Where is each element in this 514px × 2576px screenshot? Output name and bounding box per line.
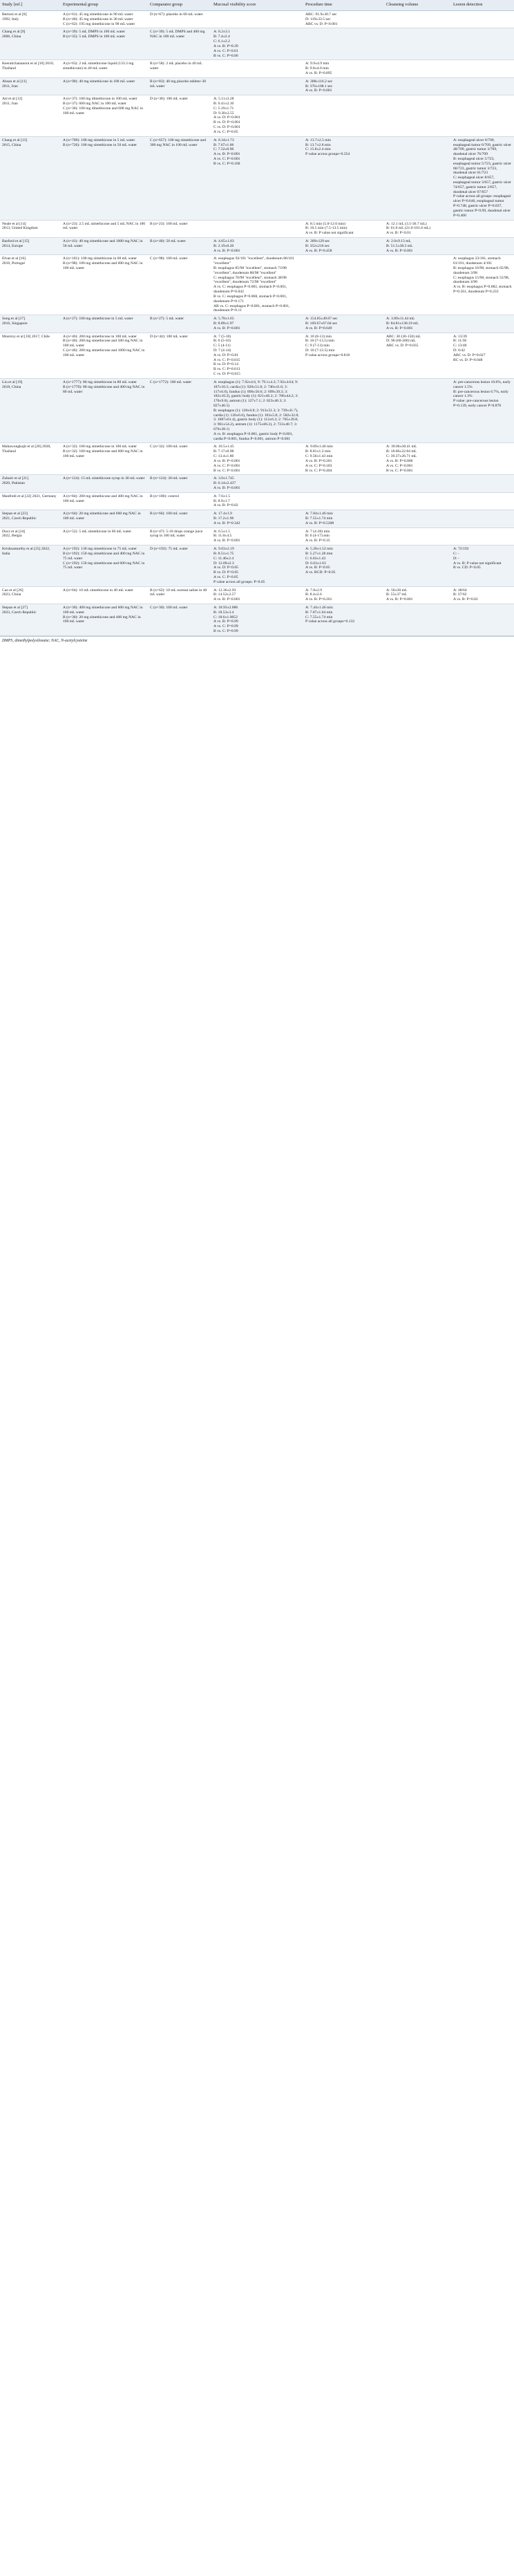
cell-procedure-time: A: 7.44±1.46 min B: 7.87±1.64 min C: 7.55±1.74 min P value across all groups=0.132 (303, 604, 384, 636)
cell-lesion-detection: A: 13/39 B: 11/36 C: 13/40 D: 6/42 ABC vs. D: P=0.027 BC vs. D: P=0.048 (453, 334, 486, 362)
cell-lesion-detection (451, 315, 514, 333)
cell-mucosal-visibility-score: A: 9.03±2.19 B: 8.51±1.75 C: 11.46±2.4 D: 12.09±2.3 A vs. D: P<0.05 B vs. D: P<0.05 A vs. C: P<0.05 P value across all groups: P<0.05 (211, 545, 303, 587)
cell-study: Liu et al [19] 2018, China (0, 378, 61, 443)
table-row (0, 443, 514, 475)
cell-lesion-detection (451, 220, 514, 237)
cell-procedure-time: A: 10 (8-13) min B: 10 (7-13.5) min C: 9 (7-13) min D: 10 (7-12.5) min P value across groups=0.818 (305, 334, 350, 357)
cell-cleansing-volume (384, 545, 451, 587)
cell-experimental-group: A (n=64): 20 mg simethicone and 600 mg NAC in 100 mL water (61, 510, 148, 528)
cell-cleansing-volume (384, 60, 451, 77)
table-row (0, 545, 514, 587)
cell-procedure-time: A: 13.7±2.5 min B: 13.7±2.8 min C: 15.8±2.4 min P value across groups=0.354 (303, 136, 384, 220)
cell-mucosal-visibility-score (211, 77, 303, 95)
cell-study: Zubairi et al [21] 2020, Pakistan (0, 475, 61, 492)
cell-lesion-detection (451, 510, 514, 528)
cell-procedure-time (303, 255, 384, 315)
table-row (0, 315, 514, 333)
cell-lesion-detection (451, 237, 514, 254)
cell-procedure-time: A: 7.84±1.46 min B: 7.55±1.74 min A vs. B: P=0.5208 (303, 510, 384, 528)
cell-experimental-group: A (n=37): 100 mg dimethicone in 100 mL water B (n=37): 600 mg NAC in 100 mL water C (n=36): 100 mg dimethicone and 600 mg NAC in 100 mL water (63, 97, 144, 115)
cell-cleansing-volume (384, 492, 451, 510)
cell-cleansing-volume (384, 28, 451, 60)
cell-experimental-group: A (n=192): 130 mg simethicone in 75 mL water B (n=192): 150 mg simethicone and 400 mg NAC in 75 mL water C (n=192): 150 mg simethicone and 600 mg NAC in 75 mL water (61, 545, 148, 587)
cell-mucosal-visibility-score: A: esophagus (1): 7.92±4.6, 9: 79.1±4.3; 7.92±4.64; 9: 187±10.5; cardia (1): 920±51.8; 2: 740±41.6; 3: 117±6.6), fundus (1): 896±50.6; 2: 699±39.3; 3: 182±10.2), gastric body (1): 821±46.2; 2: 786±44.2; 3: 170±9.6), antrum (1): 127±7.1; 2: 823±46.3; 3: 827±46.5) B: esophagus (1): 120±6.8; 2: 913±51.3; 3: 739±41.7), cardia (1): 120±6.6), fundus (1): 103±5.8; 2: 582±32.8; 3: 1087±61.4), gastric body (1): 112±6.3; 2: 705±39.8; 3: 961±54.2), antrum (1): 1175±66.2), 2: 723±40.7; 3: 676±38.1) A vs. B: esophagus P<0.001, gastric body P<0.001, cardia P<0.001, fundus P<0.001, antrum P<0.001 (211, 378, 303, 443)
cell-experimental-group: A (n=709): 100 mg simethicone in 5 mL water B (n=726): 100 mg simethicone in 50 mL water (61, 136, 148, 220)
cell-experimental-group: A (n=30): 400 mg simethicone and 600 mg NAC in 100 mL water B (n=30): 20 mg simethicone and 400 mg NAC in 100 mL water (61, 604, 148, 636)
cell-comparator-group: B (n=66): 100 mL water (148, 510, 211, 528)
cell-procedure-time: A: 308±116.2 sec B: 376±108.1 sec A vs. B: P<0.001 (303, 77, 384, 95)
cell-study: Song et al [17] 2016, Singapore (0, 315, 61, 333)
cell-mucosal-visibility-score: A: 12.36±2.93 B: 14.52±2.57 A vs. B: P<0.001 (213, 588, 240, 602)
cell-mucosal-visibility-score: A: 4.65±1.83 B: 2.19±0.20 A vs. B: P<0.001 (211, 237, 303, 254)
cell-mucosal-visibility-score: A: 3.0±1.745 B: 6.14±2.437 A vs. B: P<0.001 (211, 475, 303, 492)
header-lesion-detection: Lesion detection (451, 0, 514, 11)
cell-mucosal-visibility-score: A: 6.5±1.5 B: 11.0±4.5 A vs. B: P<0.001 (213, 529, 240, 543)
header-procedure-time: Procedure time (303, 0, 384, 11)
cell-study: Ducz et al [24] 2022, Belgia (2, 529, 26, 539)
cell-mucosal-visibility-score (211, 60, 303, 77)
cell-experimental-group: A (n=41): 40 mg simethicone and 1000 mg NAC in 50 mL water (61, 237, 148, 254)
cell-comparator-group: B (n=124): 30 mL water (148, 475, 211, 492)
cell-experimental-group: A (n=64): 10 mL simethicone in 40 mL water (63, 588, 133, 592)
cell-lesion-detection (451, 60, 514, 77)
cell-study: Manfredi et al [22] 2021, Germany (2, 494, 57, 498)
cell-comparator-group: B (n=27): 5 mL water (148, 315, 211, 333)
cell-experimental-group: A (n=63): 2 mL simethicone liquid (133.3 mg simethicone) in 40 mL water (63, 62, 134, 71)
cell-procedure-time (303, 492, 384, 510)
cell-experimental-group: A (n=124): 15 mL simethicone syrup in 30 mL water (61, 475, 148, 492)
cell-study: Stepan et al [23] 2021, Czech Republic (0, 510, 61, 528)
cell-mucosal-visibility-score: A: 7.6±1.5 B: 8.9±1.7 A vs. B: P=0.02 (213, 494, 238, 508)
cell-comparator-group: C (n=657): 100 mg simethicone and 300 mg NAC in 100 mL water (148, 136, 211, 220)
header-comparator-group: Comparator group (148, 0, 211, 11)
cell-cleansing-volume: A: 50±30 mL B: 55±37 mL A vs. B: P=0.001 (386, 588, 413, 602)
cell-lesion-detection (451, 95, 514, 137)
cell-study: Asl et al [12] 2011, Iran (2, 97, 23, 106)
cell-procedure-time (303, 475, 384, 492)
cell-experimental-group: A (n=27): 100 mg simethicone in 5 mL water (61, 315, 148, 333)
table-row (0, 586, 514, 604)
cell-mucosal-visibility-score: A: 10.5±1.45 B: 7.17±0.98 C: 13.4±1.86 A vs. B: P<0.001 A vs. C: P<0.001 B vs. C: P<0.001 (213, 445, 240, 473)
cell-comparator-group: D (n=192): 75 mL water (148, 545, 211, 587)
cell-lesion-detection: A: 48/64 B: 37/62 A vs. B: P=0.02 (453, 588, 478, 602)
table-row (0, 528, 514, 545)
cell-procedure-time: A: 8.5 min (5.0-12.0 min) B: 10.5 min (7.5-13.5 min) A vs. B: P value not significant (305, 221, 354, 236)
cell-cleansing-volume (384, 475, 451, 492)
table-row (0, 11, 514, 28)
cell-mucosal-visibility-score: A: 7 (5-10) B: 6 (5-10) C: 5 (4-11) D: 7 (4-14) A vs. D: P<0.81 A vs. C: P<0.015 B vs. D: P=0.14 B vs. C: P=0.613 C vs. D: P=0.015 (213, 334, 240, 377)
table-header (0, 0, 514, 11)
table-row (0, 604, 514, 636)
cell-procedure-time: A: 9.9±4.9 min B: 9.8±4.0 min A vs. B: P=0.895 (305, 62, 332, 75)
cell-comparator-group: D (n=67): placebo in 60 mL water (150, 12, 203, 17)
cell-comparator-group: B (n=83): 40 mg placebo tablets+30 mL water (148, 77, 211, 95)
table-body (0, 11, 514, 636)
cell-experimental-group: A (n=61): 45 mg simethicone in 90 mL water B (n=40): 45 mg simethicone in 30 mL water C (n=62): 195 mg simethicone in 90 mL water (63, 12, 135, 26)
cell-comparator-group: C (n=1772): 100 mL water (148, 378, 211, 443)
cell-procedure-time: A: 154.85±49.07 sec B: 169.67±67.04 sec A vs. B: P=0.649 (303, 315, 384, 333)
cell-study: Bertoni et al [8] 1992, Italy (2, 12, 27, 21)
header-study: Study [ref.] (0, 0, 61, 11)
cell-lesion-detection (451, 528, 514, 545)
header-cleansing-volume: Cleansing volume (384, 0, 451, 11)
cell-cleansing-volume: A: 3.89±11.44 mL B: 84.81±130.19 mL A vs. B: P<0.001 (384, 315, 451, 333)
cell-procedure-time: A: 7 (4-20) min B: 6 (4-17) min A vs. B: P=0.35 (305, 529, 330, 543)
table-row (0, 510, 514, 528)
cell-cleansing-volume: ABC: 30 (30-150) mL D: 90 (60-200) mL ABC vs. D: P=0.035 (386, 334, 421, 348)
cell-cleansing-volume (384, 77, 451, 95)
cell-mucosal-visibility-score: A: 5.11±3.28 B: 6.41±2.10 C: 5.19±1.71 D: 9.30±2.55 A vs. D: P<0.001 B vs. D: P<0.001 C vs. D: P<0.001 A vs. C: P=0.05 (213, 97, 240, 134)
cell-mucosal-visibility-score (211, 11, 303, 28)
cell-cleansing-volume (384, 95, 451, 137)
cell-study: Krishnamurthy et al [25] 2022, India (0, 545, 61, 587)
cell-lesion-detection (451, 11, 514, 28)
cell-lesion-detection (451, 492, 514, 510)
table-row (0, 333, 514, 378)
cell-study: Elvas et al [16] 2016, Portugal (2, 256, 26, 266)
cell-lesion-detection: A: 72/192 C: - D: - A vs. B: P value not significant B vs. CD: P<0.05 (451, 545, 514, 587)
cell-comparator-group: D (n=44): 100 mL water (150, 334, 188, 339)
header-mucosal-visibility-score: Mucosal visibility score (211, 0, 303, 11)
cell-mucosal-visibility-score: A: 17.4±1.9 B: 17.2±1.96 A vs. B: P=0.342 (211, 510, 303, 528)
cell-study: Neale et al [14] 2013, United Kingdom (2, 221, 38, 231)
cell-lesion-detection: A: pre-cancerous lesion 10.6%, early cancer 1.5% B: pre-cancerous lesion 6.7%, early cancer 1.3% P value: pre-cancerous lesion P=0.139, early cancer P=0.878 (451, 378, 514, 443)
abbreviations-footnote: DMPS, dimethylpolysiloxane; NAC, N-acetylcysteine (0, 636, 514, 646)
cell-lesion-detection: A: esophagus 23/101, stomach 61/101, duodenum 4/101 B: esophagus 16/98, stomach 65/98, duodenum 3/98 C: esophagus 15/98, stomach 55/98, duodenum 4/98 A vs. B: esophagus P=0.082, stomach P=0.561, duodenum P=0.233 (453, 256, 512, 295)
cell-mucosal-visibility-score: A: esophagus 92/101 "excellent", duodenum 86/101 "excellent" B: esophagus 85/98 "excellent", stomach 73/98 "excellent", duodenum 80/98 "excellent" C: esophagus 70/98 "excellent", stomach 38/98 "excellent", duodenum 72/98 "excellent" A vs. C: esophagus P<0.001, stomach P<0.001, duodenum P=0.042 B vs. C: esophagus P=0.068, stomach P<0.001, duodenum P=0.171 AB vs. C: esophagus P<0.001, stomach P<0.001, duodenum P=0.11 (213, 256, 294, 313)
cell-study: Cao et al [26] 2023, China (2, 588, 23, 597)
table-row (0, 136, 514, 220)
cell-experimental-group: A (n=90): 40 mg simethicone in 100 mL water (61, 77, 148, 95)
cell-lesion-detection (451, 28, 514, 60)
table-page (0, 0, 514, 646)
cell-cleansing-volume (384, 528, 451, 545)
cell-study: Basford et al [15] 2014, Europe (0, 237, 61, 254)
cell-study: Stepan et al [27] 2023, Czech Republic (0, 604, 61, 636)
cell-study: Monrroy et al [18] 2017, Chile (2, 334, 50, 339)
cell-experimental-group: A (n=52): 5 mL simethicone in 60 mL water (63, 529, 132, 534)
cell-comparator-group: B (n=40): 50 mL water (148, 237, 211, 254)
cell-cleansing-volume (384, 510, 451, 528)
cell-comparator-group: B (n=62): 10 mL normal saline in 40 mL water (150, 588, 207, 597)
table-row (0, 95, 514, 137)
cell-comparator-group: B (n=100): control (150, 494, 179, 498)
cell-comparator-group: B (n=47): 5-10 drops orange juice syrup in 100 mL water (150, 529, 203, 539)
cell-study: Keeratichananont et al [10] 2010, Thailand (2, 62, 55, 71)
table-row (0, 255, 514, 315)
cell-cleansing-volume: A: 39.06±30.41 mL B: 18.06±22.84 mL C: 39.37±26.71 mL A vs. B: P=0.006 A vs. C: P<0.001 B vs. C: P=0.001 (386, 445, 417, 473)
cell-study: Chang et al [13] 2015, China (0, 136, 61, 220)
cell-comparator-group: B (n=58): 2 mL placebo in 40 mL water (150, 62, 202, 71)
cell-experimental-group: A (n=101): 100 mg simethicone in 60 mL water B (n=98): 100 mg simethicone and 600 mg NAC in 100 mL water (63, 256, 143, 270)
cell-comparator-group: B (n=23): 100 mL water (150, 221, 188, 226)
cell-comparator-group: D (n=38): 100 mL water (150, 97, 188, 102)
cell-experimental-group: A (n=39): 5 mL DMPS in 100 mL water B (n=35): 5 mL DMPS in 100 mL water (61, 28, 148, 60)
header-experimental-group: Experimental group (61, 0, 148, 11)
cell-comparator-group: C (n=98): 100 mL water (150, 256, 188, 261)
table-row (0, 60, 514, 77)
table-row (0, 237, 514, 254)
cell-study: Mahawongkajit et al [20] 2020, Thailand (2, 445, 51, 454)
cell-cleansing-volume (384, 11, 451, 28)
table-row (0, 492, 514, 510)
cell-experimental-group: A (n=32): 100 mg simethicone in 100 mL water B (n=32): 100 mg simethicone and 600 mg NAC in 100 mL water (63, 445, 143, 459)
cell-cleansing-volume (384, 255, 451, 315)
cell-experimental-group: A (n=1777): 80 mg simethicone in 80 mL water B (n=1778): 80 mg simethicone and 400 mg NAC in 80 mL water (61, 378, 148, 443)
cell-experimental-group: A (n=23): 2.5 mL simethicone and 5 mL NAC in 100 mL water (63, 221, 146, 231)
cell-lesion-detection (451, 604, 514, 636)
cell-procedure-time (303, 95, 384, 137)
cell-mucosal-visibility-score: A: 5.78±1.65 B: 8.89±1.97 A vs. B: P<0.001 (211, 315, 303, 333)
cell-cleansing-volume: A: 12.1 mL (3.5-36.7 mL) B: 61.0 mL (21.0-101.0 mL) A vs. B: P<0.01 (386, 221, 430, 236)
cell-mucosal-visibility-score: A: 18.93±2.886 B: 18.53±3.4 C: 18.6±1.9052 A vs. B: P=0.99 A vs. C: P=0.99 B vs. C: P=0.99 (211, 604, 303, 636)
cell-experimental-group: A (n=84): 200 mg simethicone and 400 mg NAC in 100 mL water (63, 494, 143, 503)
table-row (0, 28, 514, 60)
cell-procedure-time (303, 378, 384, 443)
cell-mucosal-visibility-score: A: 8.34±1.73 B: 7.67±1.06 C: 7.52±0.96 A vs. B: P<0.001 A vs. C: P<0.001 B vs. C: P=0.160 (211, 136, 303, 220)
cell-procedure-time (303, 28, 384, 60)
table-row (0, 378, 514, 443)
cell-mucosal-visibility-score: A: 8.2±3.1 B: 7.4±2.4 C: 6.1±2.2 A vs. B: P=0.39 A vs. C: P<0.01 B vs. C: P=0.06 (211, 28, 303, 60)
table-row (0, 220, 514, 237)
cell-procedure-time: A: 5.28±1.52 min B: 5.27±1.28 min C: 6.03±1.43 D: 6.63±1.63 A vs. B: P<0.05 A vs. BCD: P<0.05 (303, 545, 384, 587)
cell-procedure-time: ABC: 91.9±30.7 sec D: 119±33.5 sec ABC vs. D: P<0.001 (305, 12, 338, 26)
table-row (0, 77, 514, 95)
cell-procedure-time: A: 309±129 sec B: 352±216 sec A vs. B: P=0.458 (303, 237, 384, 254)
cell-cleansing-volume (384, 378, 451, 443)
studies-table (0, 0, 514, 636)
cell-cleansing-volume (384, 604, 451, 636)
cell-comparator-group: C (n=32): 100 mL water (150, 445, 188, 449)
cell-experimental-group: A (n=46): 200 mg simethicone in 100 mL water B (n=46): 200 mg simethicone and 500 mg NAC in 100 mL water C (n=46): 200 mg simethicone and 1000 mg NAC in 100 mL water (63, 334, 145, 357)
cell-mucosal-visibility-score (211, 220, 303, 237)
cell-comparator-group: C (n=30): 100 mL water (148, 604, 211, 636)
cell-procedure-time: A: 7.8±2.9 B: 8.4±2.6 A vs. B: P=0.261 (305, 588, 332, 602)
header-row (0, 0, 514, 11)
cell-study: Chang et al [9] 2006, China (0, 28, 61, 60)
cell-cleansing-volume (384, 136, 451, 220)
cell-lesion-detection (451, 475, 514, 492)
table-row (0, 475, 514, 492)
cell-comparator-group: C (n=39): 5 mL DMPS and 400 mg NAC in 100 mL water (148, 28, 211, 60)
cell-study: Ahsan et al [11] 2011, Iran (0, 77, 61, 95)
cell-procedure-time: A: 9.09±1.46 min B: 8.81±1.2 min C: 9.56±1.43 min A vs. B: P=0.201 A vs. C: P=0.183 B vs. C: P=0.404 (305, 445, 333, 473)
cell-lesion-detection: A: esophageal ulcer 6/709, esophageal tumor 6/709, gastric ulcer 48/709, gastric tumor 3/709, duodenal ulcer 76/709 B: esophageal ulcer 5/723, esophageal tumor 5/723, gastric ulcer 66/723, gastric tumor 3/723, duodenal ulcer 61/723 C: esophageal ulcer 8/657, esophageal tumor 3/657, gastric ulcer 74/657, gastric tumor 2/657, duodenal ulcer 67/657 P value across all groups: esophageal ulcer P=0.646, esophageal tumor P=0.748, gastric ulcer P=0.837, gastric tumor P=0.99, duodenal ulcer P=0.460 (451, 136, 514, 220)
cell-lesion-detection (451, 443, 514, 475)
cell-cleansing-volume: A: 2.0±9.13 mL B: 51.5±38.3 mL A vs. B: P<0.001 (384, 237, 451, 254)
cell-lesion-detection (451, 77, 514, 95)
